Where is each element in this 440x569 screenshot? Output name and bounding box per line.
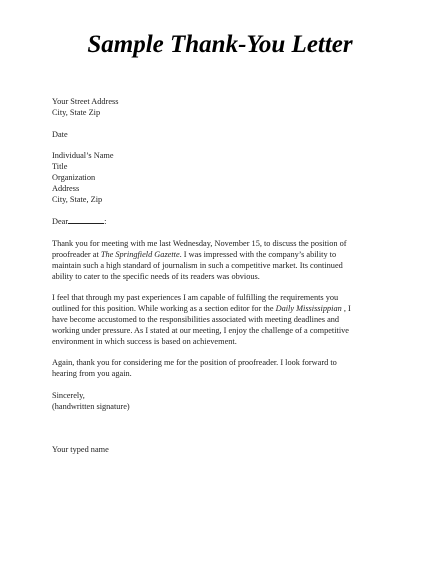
paragraph-1-line-2	[52, 250, 390, 261]
paragraph-1-line-1: Thank you for meeting with me last Wednesday, November 15, to discuss the position of	[52, 239, 347, 249]
typed-name-block	[52, 445, 390, 456]
closing-signature-placeholder: (handwritten signature)	[52, 401, 130, 411]
paragraph-1-text: proofreader at	[52, 249, 101, 259]
recipient-title: Title	[52, 162, 68, 172]
letter-date: Date	[52, 129, 68, 139]
previous-employer-name: Daily Mississippian	[275, 304, 342, 314]
closing	[52, 391, 390, 413]
paragraph-3	[52, 358, 390, 380]
closing-sincerely: Sincerely,	[52, 390, 85, 400]
document-title: Sample Thank-You Letter	[87, 31, 353, 58]
paragraph-3-line-2: hearing from you again.	[52, 369, 132, 379]
paragraph-1-line-4: ability to cater to the specific needs of its readers was obvious.	[52, 271, 260, 281]
sender-street: Your Street Address	[52, 97, 119, 106]
recipient-name: Individual’s Name	[52, 151, 114, 161]
paragraph-1	[52, 239, 390, 282]
salutation-prefix: Dear	[52, 217, 69, 227]
paragraph-2-line-4: working under pressure. As I stated at our meeting, I enjoy the challenge of a competitive	[52, 325, 349, 335]
salutation-suffix: :	[104, 217, 107, 227]
paragraph-2-text: outlined for this position. While working as a section editor for the	[52, 304, 276, 314]
salutation	[52, 216, 390, 228]
salutation-blank	[68, 216, 107, 227]
paragraph-2-text-cont: , I	[341, 304, 351, 314]
recipient-street: Address	[52, 183, 80, 193]
recipient-organization: Organization	[52, 172, 96, 182]
paragraph-1-text-cont: . I was impressed with the company’s ability to	[179, 249, 337, 259]
sender-address	[52, 97, 390, 119]
recipient-address	[52, 151, 390, 205]
letter-body	[52, 97, 390, 466]
paragraph-2-line-2	[52, 304, 390, 315]
paragraph-1-line-3: maintain such a high standard of journalism in such a competitive market. Its continued	[52, 260, 343, 270]
paragraph-2-line-3: have become accustomed to the responsibilities associated with meeting deadlines and	[52, 314, 340, 324]
paragraph-2-line-1: I feel that through my past experiences I am capable of fulfilling the requirements you	[52, 293, 339, 303]
signature-space	[52, 424, 390, 445]
sender-city: City, State Zip	[52, 107, 101, 117]
paragraph-2	[52, 293, 390, 347]
typed-name: Your typed name	[52, 444, 109, 454]
paragraph-2-line-5: environment in which success is based on achievement.	[52, 336, 237, 346]
letter-date-block	[52, 130, 390, 141]
newspaper-name: The Springfield Gazette	[100, 249, 180, 259]
recipient-city: City, State, Zip	[52, 194, 103, 204]
paragraph-3-line-1: Again, thank you for considering me for the position of proofreader. I look forward to	[52, 358, 337, 368]
